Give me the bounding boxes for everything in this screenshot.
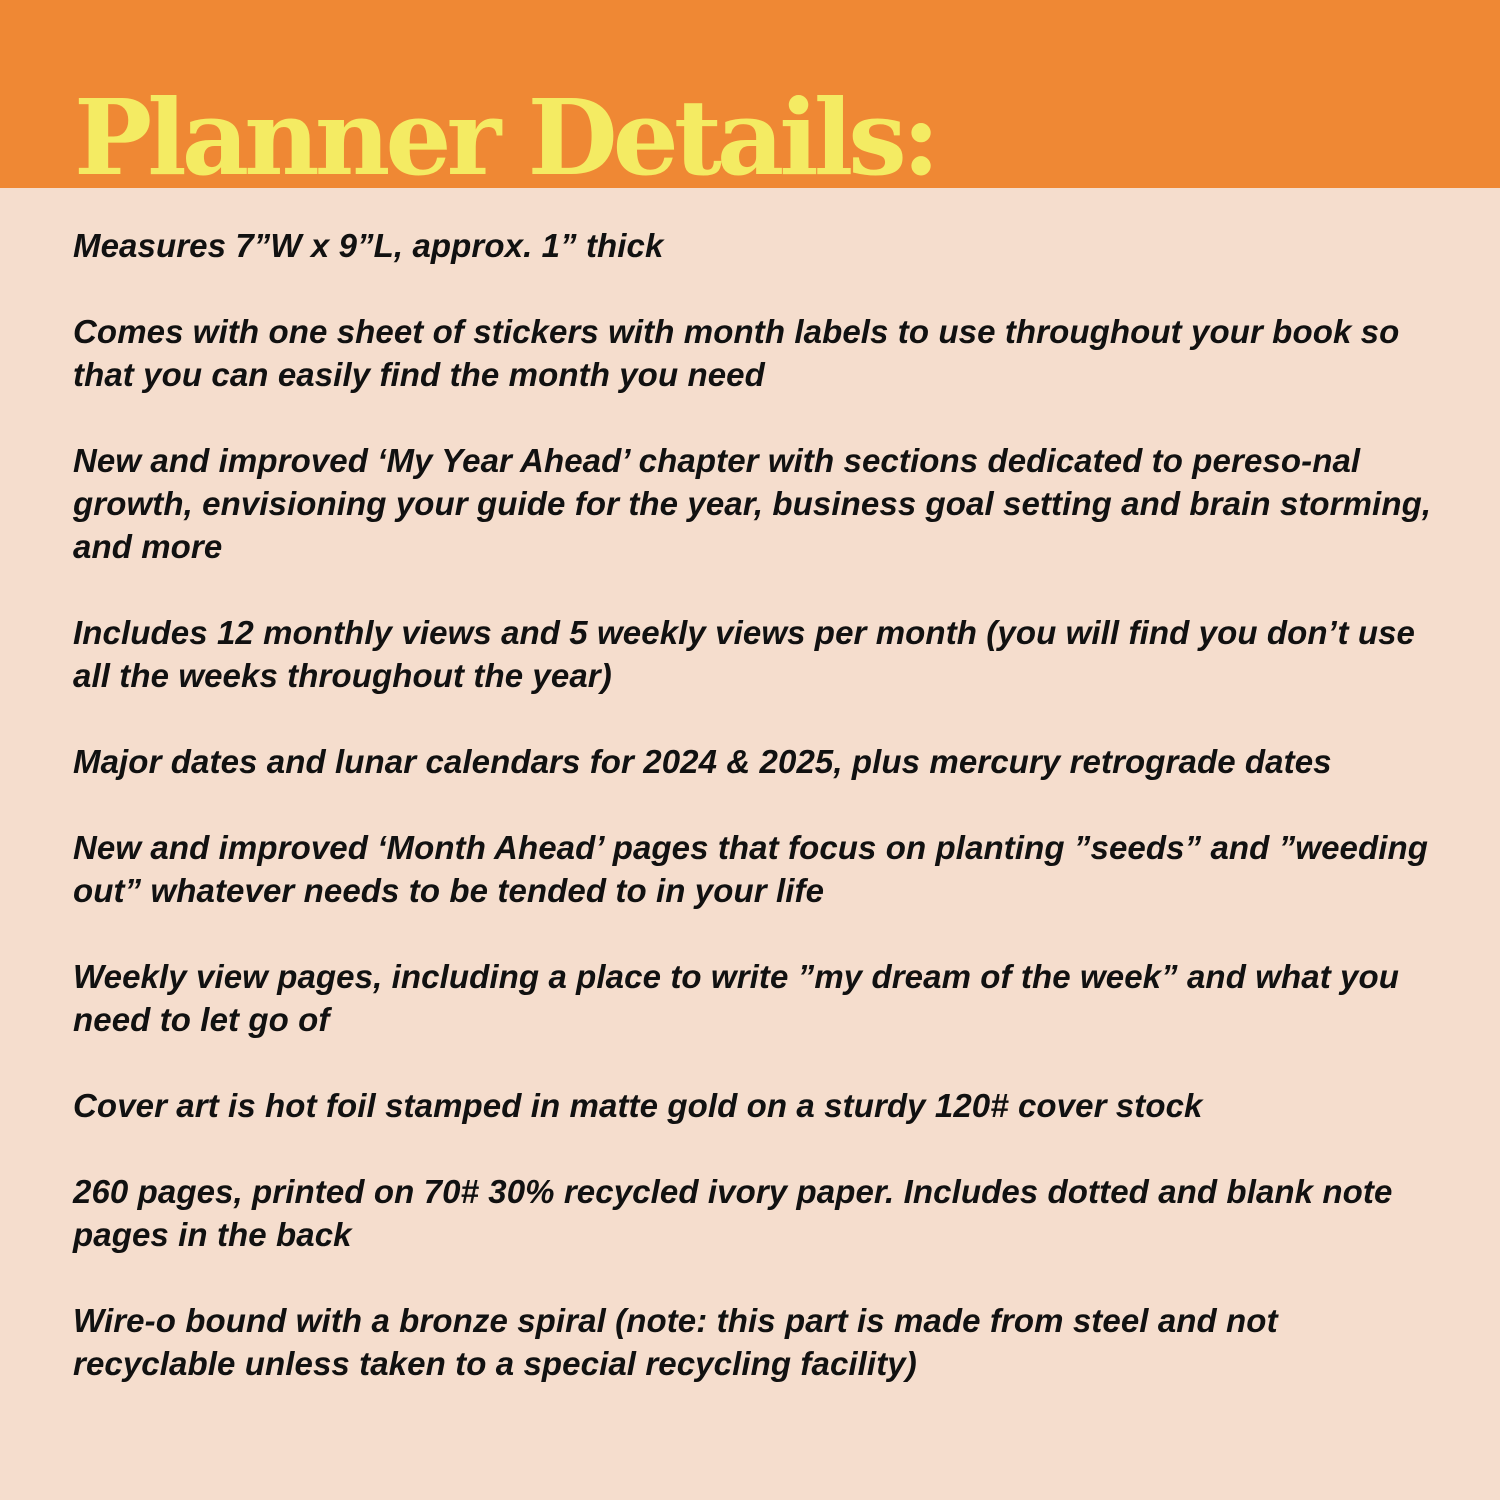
detail-item-stickers: Comes with one sheet of stickers with month labels to use throughout your book so that you can easily find the month you need: [73, 313, 1400, 393]
detail-item-pages: 260 pages, printed on 70# 30% recycled ivory paper. Includes dotted and blank note pages in the back: [73, 1173, 1393, 1253]
detail-item-cover: Cover art is hot foil stamped in matte gold on a sturdy 120# cover stock: [73, 1087, 1203, 1124]
detail-item-month-ahead: New and improved ‘Month Ahead’ pages that focus on planting ”seeds” and ”weeding out” whatever needs to be tended to in your life: [73, 829, 1429, 909]
details-list: [73, 224, 1448, 1428]
page-title: Planner Details:: [74, 76, 936, 199]
header-banner: [0, 0, 1500, 199]
detail-item-size: Measures 7”W x 9”L, approx. 1” thick: [73, 227, 664, 264]
detail-item-binding: Wire-o bound with a bronze spiral (note: this part is made from steel and not recyclable unless taken to a special recycling facility): [73, 1302, 1278, 1382]
detail-item-dates: Major dates and lunar calendars for 2024 & 2025, plus mercury retrograde dates: [73, 743, 1332, 780]
detail-item-year-ahead: New and improved ‘My Year Ahead’ chapter with sections dedicated to pereso-nal growth, envisioning your guide for the year, business goal setting and brain storming, and more: [73, 442, 1432, 565]
detail-item-weekly: Weekly view pages, including a place to write ”my dream of the week” and what you need to let go of: [73, 958, 1400, 1038]
detail-item-views: Includes 12 monthly views and 5 weekly views per month (you will find you don’t use all the weeks throughout the year): [73, 614, 1416, 694]
